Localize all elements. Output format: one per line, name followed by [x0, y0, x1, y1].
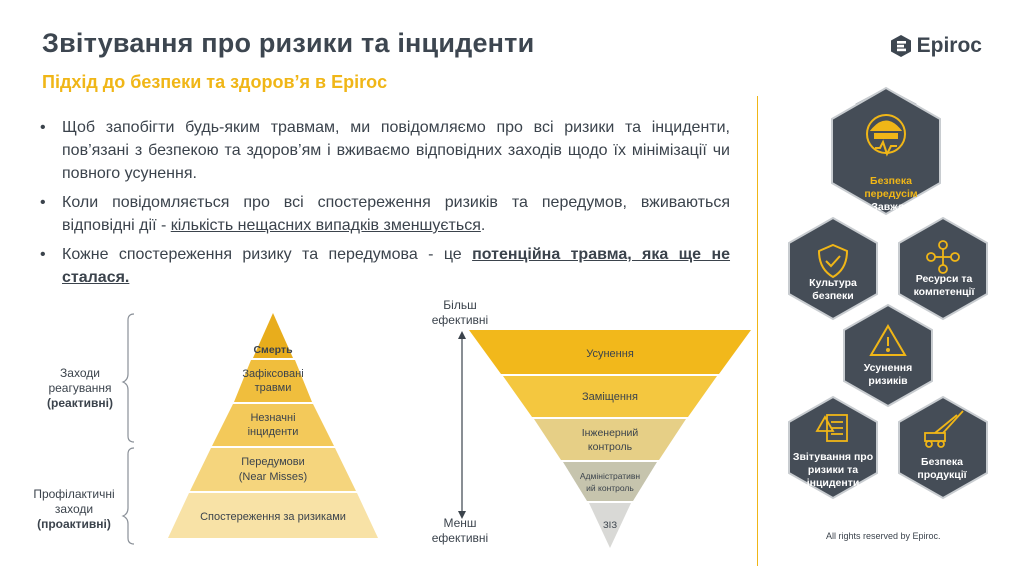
page-title: Звітування про ризики та інциденти: [42, 28, 535, 58]
pyramid-label-near-misses-2: (Near Misses): [238, 471, 308, 483]
funnel-label-administrative-2: ий контроль: [586, 483, 634, 493]
hex-label-risk-reporting: Звітування про ризики та інциденти: [792, 451, 874, 489]
more-effective-label: Більш ефективні: [431, 298, 489, 327]
reactive-label-emphasis: (реактивні): [47, 396, 113, 410]
logo-text: Epiroc: [916, 34, 982, 57]
vertical-divider: [757, 96, 758, 566]
page-subtitle: Підхід до безпеки та здоров’я в Epiroc: [42, 72, 388, 92]
proactive-label: [28, 487, 120, 532]
bullet-text-emphasis: потенційна травма, яка ще не сталася.: [62, 246, 731, 286]
bullet-text: [62, 191, 730, 237]
hex-label-safety-culture: Культура безпеки: [809, 277, 857, 302]
hex-safety-culture: [789, 218, 877, 319]
pyramid-level-near-misses: [190, 448, 356, 491]
funnel-label-elimination: Усунення: [586, 348, 634, 360]
hierarchy-of-controls-funnel: [465, 326, 755, 552]
pyramid-label-risk-observations: Спостереження за ризиками: [200, 511, 346, 523]
bullet-list: [40, 116, 730, 295]
safety-pyramid: [135, 310, 410, 542]
hex-resources: [899, 218, 987, 319]
bullet-text-underlined: кількість нещасних випадків зменшується: [170, 217, 481, 234]
reactive-label-text: Заходи реагування: [48, 366, 112, 395]
copyright-footer: All rights reserved by Epiroc.: [826, 531, 941, 541]
hex-product-safety: [899, 397, 987, 498]
bullet-dot: •: [40, 246, 46, 263]
bullet-item: [40, 243, 730, 289]
bullet-text-part: Кожне спостереження ризику та передумова - це: [62, 246, 473, 263]
funnel-level-administrative: [563, 462, 657, 501]
reactive-label: [40, 366, 120, 411]
bullet-text: [62, 243, 730, 289]
proactive-label-emphasis: (проактивні): [37, 517, 111, 531]
funnel-label-ppe: ЗІЗ: [602, 520, 618, 531]
hex-label-risk-removal: Усунення ризиків: [863, 362, 913, 387]
epiroc-logo-icon: [889, 34, 913, 58]
funnel-label-administrative-1: Адміністративн: [579, 471, 641, 481]
funnel-level-engineering: [534, 419, 686, 460]
bullet-text-part: .: [480, 217, 486, 234]
bullet-dot: •: [40, 194, 46, 211]
pyramid-level-recorded-injuries: [234, 360, 312, 402]
pyramid-label-recorded-injuries-1: Зафіксовані: [242, 368, 304, 380]
pyramid-label-minor-incidents-2: інциденти: [247, 426, 299, 438]
hex-label-safety-first: [842, 175, 940, 214]
hex-label-safety-first-a: Безпека передусім: [864, 175, 918, 200]
funnel-label-engineering-2: контроль: [587, 441, 633, 453]
proactive-label-text: Профілактичні заходи: [33, 487, 115, 516]
bullet-dot: •: [40, 119, 46, 136]
epiroc-logo: [889, 34, 982, 58]
less-effective-label: Менш ефективні: [431, 516, 489, 545]
hex-label-safety-first-b: Завжди: [871, 201, 911, 213]
pyramid-label-near-misses-1: Передумови: [241, 456, 305, 468]
bullet-text-part: Коли повідомляється про всі спостереження ризиків та передумов, вживаються відповідні дії -: [62, 194, 730, 234]
bullet-text: Щоб запобігти будь-яким травмам, ми повідомляємо про всі ризики та інциденти, пов’язані з безпекою та здоров’ям і вживаємо відповідних заходів щодо їх мінімізації чи повного усунення.: [62, 119, 730, 182]
funnel-label-substitution: Заміщення: [582, 391, 638, 403]
pyramid-label-recorded-injuries-2: травми: [254, 382, 292, 394]
pyramid-label-minor-incidents-1: Незначні: [250, 412, 296, 424]
funnel-label-engineering-1: Інженерний: [581, 427, 639, 439]
hex-label-resources: Ресурси та компетенції: [913, 273, 975, 298]
pyramid-label-death: Смерть: [253, 344, 293, 356]
hex-label-product-safety: Безпека продукції: [917, 456, 967, 481]
bullet-item: [40, 191, 730, 237]
pyramid-level-minor-incidents: [212, 404, 334, 446]
bullet-item: [40, 116, 730, 185]
